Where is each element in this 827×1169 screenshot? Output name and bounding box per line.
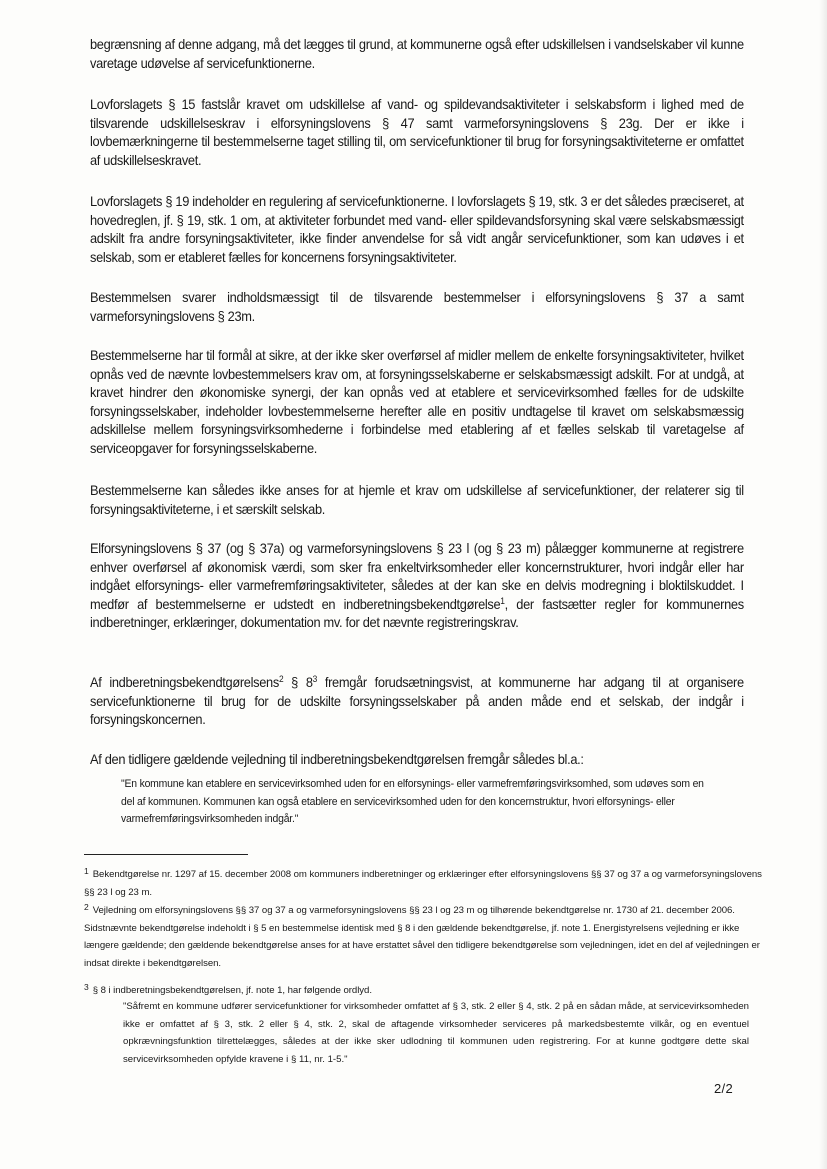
page-number: 2/2 [714, 1081, 733, 1096]
paragraph-section-19: Lovforslagets § 19 indeholder en regulering af servicefunktionerne. I lovforslagets § 19, stk. 3 er det således præciseret, at hovedreglen, jf. § 19, stk. 1 om, at aktiviteter forbundet med vand- eller spildevandsforsyning skal være selskabsmæssigt adskilt fra andre forsyningsaktiviteter, ikke finder anvendelse for så vidt angår servicefunktioner, som kan udøves i et selskab, som er etableret fælles for koncernens forsyningsaktiviteter. [90, 194, 744, 265]
footnote-quote: "Såfremt en kommune udfører servicefunktioner for virksomheder omfattet af § 3, stk. 2 eller § 4, stk. 2 på en sådan måde, at servicevirksomheden ikke er omfattet af § 3, stk. 2 eller § 4, stk. 2, skal de aftagende virksomheder serviceres på markedsbestemte vilkår, og en eventuel opkrævningsfunktion tilrettelægges, således at der ikke sker udlodning til kommunen uden registrering. For at kunne godtgøre dette skal servicevirksomheden opfylde kravene i § 11, nr. 1-5." [123, 1001, 749, 1065]
footnote-text: Vejledning om elforsyningslovens §§ 37 og 37 a og varmeforsyningslovens §§ 23 l og 23 m og tilhørende bekendtgørelse nr. 1730 af 21. december 2006. Sidstnævnte bekendtgørelse indeholdt i § 5 en bestemmelse identisk med § 8 i den gældende bekendtgørelse, jf. note 1. Energistyrelsens vejledning er ikke længere gældende; den gældende bekendtgørelse anses for at have erstattet såvel den tidligere bekendtgørelse som vejledningen, idet en del af vejledningen er indsat direkte i bekendtgørelsen. [84, 905, 760, 969]
footnote-number: 3 [84, 982, 89, 992]
paragraph-purpose: Bestemmelserne har til formål at sikre, at der ikke sker overførsel af midler mellem de enkelte forsyningsaktiviteter, hvilket opnås ved de nævnte lovbestemmelsers krav om, at forsyningsselskaberne er selskabsmæssigt adskilt. For at undgå, at kravet hindrer den økonomiske synergi, der kan opnås ved at etablere et servicevirksomhed fælles for de udskilte forsyningsselskaber, indeholder lovbestemmelserne herefter alle en positiv undtagelse til kravet om selskabsmæssig adskillelse mellem forsyningsvirksomhederne i forbindelse med etablering af et fælles selskab til varetagelse af serviceopgaver for forsyningsselskaberne. [90, 348, 744, 456]
footnote-ref-1: 1 [500, 595, 505, 606]
footnote-divider [84, 854, 248, 855]
scan-edge [819, 0, 827, 1169]
guidance-quote: "En kommune kan etablere en servicevirksomhed uden for en elforsynings- eller varmefremføringsvirksomhed, som udøves som en del af kommunen. Kommunen kan også etablere en servicevirksomhed uden for den koncernstruktur, hvori elforsynings- eller varmefremføringsvirksomheden indgår." [121, 778, 704, 825]
footnote-ref-2: 2 [278, 674, 284, 684]
paragraph-section-8: Af indberetningsbekendtgørelsens$^2$ § $8^3$ fremgår forudsætningsvist, at kommunerne har adgang til at organisere servicefunktionerne til brug for de udskilte forsyningsselskaber på anden måde end et selskab, der indgår i forsyningskoncernen. [90, 674, 744, 728]
footnote-2 [84, 899, 764, 972]
paragraph-registration: Elforsyningslovens § 37 (og § 37a) og varmeforsyningslovens § 23 l (og § 23 m) pålægger kommunerne at registrere enhver overførsel af økonomisk værdi, som sker fra enkeltvirksomheder eller koncernstrukturer, hvori indgår eller har indgået elforsynings- eller varmefremføringsaktiviteter, således at der kan ske en delvis modregning i bloktilskuddet. I medfør af bestemmelserne er udstedt en indberetningsbekendtgørelse$^1$, der fastsætter regler for kommunernes indberetninger, erklæringer, dokumentation mv. for det nævnte registreringskrav. [90, 541, 744, 631]
footnote-ref-3: 3 [312, 674, 317, 684]
footnote-text: § 8 i indberetningsbekendtgørelsen, jf. note 1, har følgende ordlyd. [92, 985, 372, 996]
paragraph-equivalent-provisions: Bestemmelsen svarer indholdsmæssigt til de tilsvarende bestemmelser i elforsyningslovens § 37 a samt varmeforsyningslovens § 23m. [90, 290, 744, 324]
footnote-number: 2 [84, 902, 89, 912]
footnote-number: 1 [84, 866, 89, 876]
footnote-text: Bekendtgørelse nr. 1297 af 15. december 2008 om kommuners indberetninger og erklæringer efter elforsyningslovens §§ 37 og 37 a og varmeforsyningslovens §§ 23 l og 23 m. [84, 869, 762, 898]
paragraph-guidance: Af den tidligere gældende vejledning til indberetningsbekendtgørelsen fremgår således bl.a.: [90, 752, 584, 767]
paragraph-section-15: Lovforslagets § 15 fastslår kravet om udskillelse af vand- og spildevandsaktiviteter i selskabsform i lighed med de tilsvarende udskillelseskrav i elforsyningslovens § 47 samt varmeforsyningslovens § 23g. Der er ikke i lovbemærkningerne til bestemmelserne taget stilling til, om servicefunktioner til brug for forsyningsaktiviteterne er omfattet af udskillelseskravet. [90, 97, 744, 168]
footnote-3 [84, 979, 764, 1000]
paragraph-intro: begrænsning af denne adgang, må det lægges til grund, at kommunerne også efter udskillelsen i vandselskaber vil kunne varetage udøvelse af servicefunktionerne. [90, 37, 744, 71]
paragraph-no-requirement: Bestemmelserne kan således ikke anses for at hjemle et krav om udskillelse af servicefunktioner, der relaterer sig til forsyningsaktiviteterne, i et særskilt selskab. [90, 483, 744, 517]
footnote-1 [84, 863, 764, 901]
